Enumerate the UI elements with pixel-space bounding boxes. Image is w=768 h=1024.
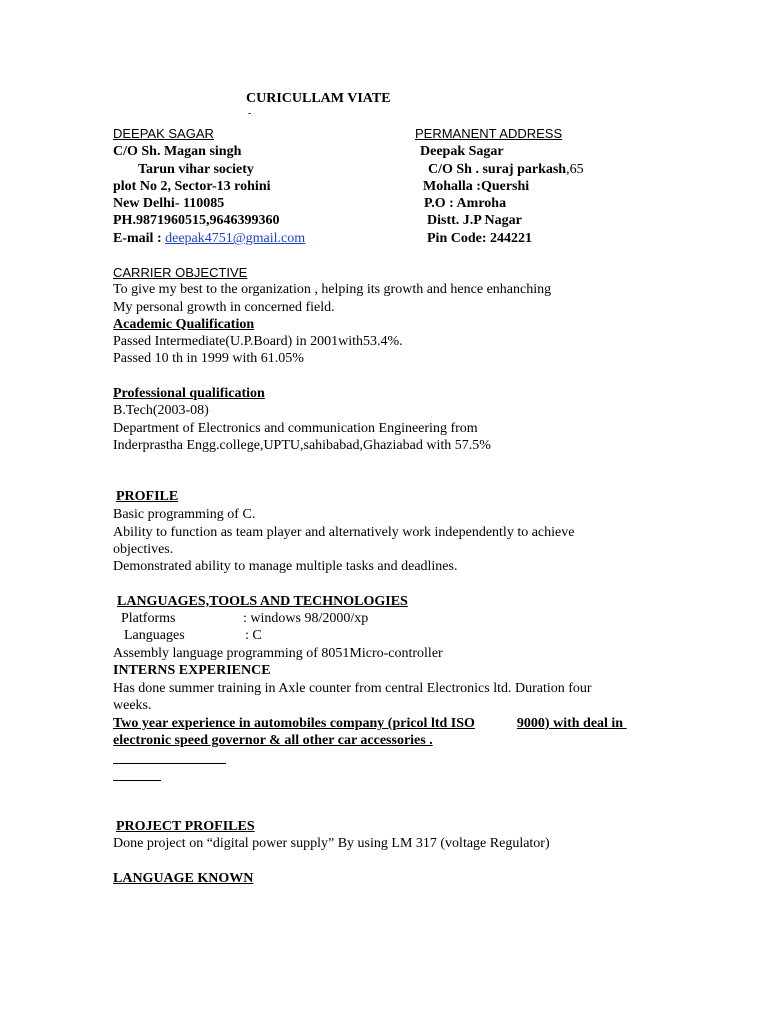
permanent-care-of: C/O Sh . suraj parkash,65	[428, 162, 584, 177]
email-label: E-mail :	[113, 231, 166, 246]
address-city: New Delhi- 110085	[113, 196, 225, 211]
professional-line-1: B.Tech(2003-08)	[113, 403, 209, 418]
interns-heading: INTERNS EXPERIENCE	[113, 663, 271, 678]
languages-value: : C	[245, 628, 262, 643]
objective-line-2: My personal growth in concerned field.	[113, 300, 335, 315]
permanent-name: Deepak Sagar	[420, 144, 504, 159]
candidate-name: DEEPAK SAGAR	[113, 126, 214, 141]
profile-line-3: objectives.	[113, 542, 174, 557]
language-known-heading: LANGUAGE KNOWN	[113, 871, 254, 886]
platforms-label: Platforms	[121, 611, 176, 626]
title-mark: -	[248, 108, 252, 119]
permanent-post-office: P.O : Amroha	[424, 196, 507, 211]
assembly-line: Assembly language programming of 8051Micro-controller	[113, 646, 443, 661]
project-line-1: Done project on “digital power supply” By using LM 317 (voltage Regulator)	[113, 836, 550, 851]
academic-line-2: Passed 10 th in 1999 with 61.05%	[113, 351, 304, 366]
objective-heading: CARRIER OBJECTIVE	[113, 265, 248, 280]
profile-line-1: Basic programming of C.	[113, 507, 256, 522]
interns-line-1: Has done summer training in Axle counter from central Electronics ltd. Duration four	[113, 681, 592, 696]
experience-line-1: Two year experience in automobiles company (pricol ltd ISO 9000) with deal in	[113, 716, 624, 731]
blank-underline-2	[113, 780, 161, 781]
profile-heading: PROFILE	[116, 489, 179, 504]
professional-line-3: Inderprastha Engg.college,UPTU,sahibabad,Ghaziabad with 57.5%	[113, 438, 491, 453]
address-plot: plot No 2, Sector-13 rohini	[113, 179, 271, 194]
academic-heading: Academic Qualification	[113, 317, 255, 332]
permanent-mohalla: Mohalla :Quershi	[423, 179, 530, 194]
objective-line-1: To give my best to the organization , helping its growth and hence enhanching	[113, 282, 552, 297]
resume-title: CURICULLAM VIATE	[246, 91, 391, 106]
academic-line-1: Passed Intermediate(U.P.Board) in 2001with53.4%.	[113, 334, 403, 349]
email-line	[113, 231, 305, 247]
professional-line-2: Department of Electronics and communication Engineering from	[113, 421, 478, 436]
phone-numbers: PH.9871960515,9646399360	[113, 213, 280, 228]
professional-heading: Professional qualification	[113, 386, 265, 401]
profile-line-4: Demonstrated ability to manage multiple tasks and deadlines.	[113, 559, 458, 574]
permanent-pin-code: Pin Code: 244221	[427, 231, 532, 246]
interns-line-2: weeks.	[113, 698, 152, 713]
languages-label: Languages	[124, 628, 185, 643]
profile-line-2: Ability to function as team player and alternatively work independently to achieve	[113, 525, 575, 540]
address-society: Tarun vihar society	[138, 162, 254, 177]
permanent-district: Distt. J.P Nagar	[427, 213, 522, 228]
project-heading: PROJECT PROFILES	[116, 819, 255, 834]
experience-line-2: electronic speed governor & all other car accessories .	[113, 733, 433, 748]
permanent-address-heading: PERMANENT ADDRESS	[415, 126, 563, 141]
blank-underline-1	[113, 763, 226, 764]
email-link[interactable]: deepak4751@gmail.com	[165, 231, 306, 246]
address-care-of: C/O Sh. Magan singh	[113, 144, 242, 159]
languages-tools-heading: LANGUAGES,TOOLS AND TECHNOLOGIES	[117, 594, 408, 609]
platforms-value: : windows 98/2000/xp	[243, 611, 369, 626]
